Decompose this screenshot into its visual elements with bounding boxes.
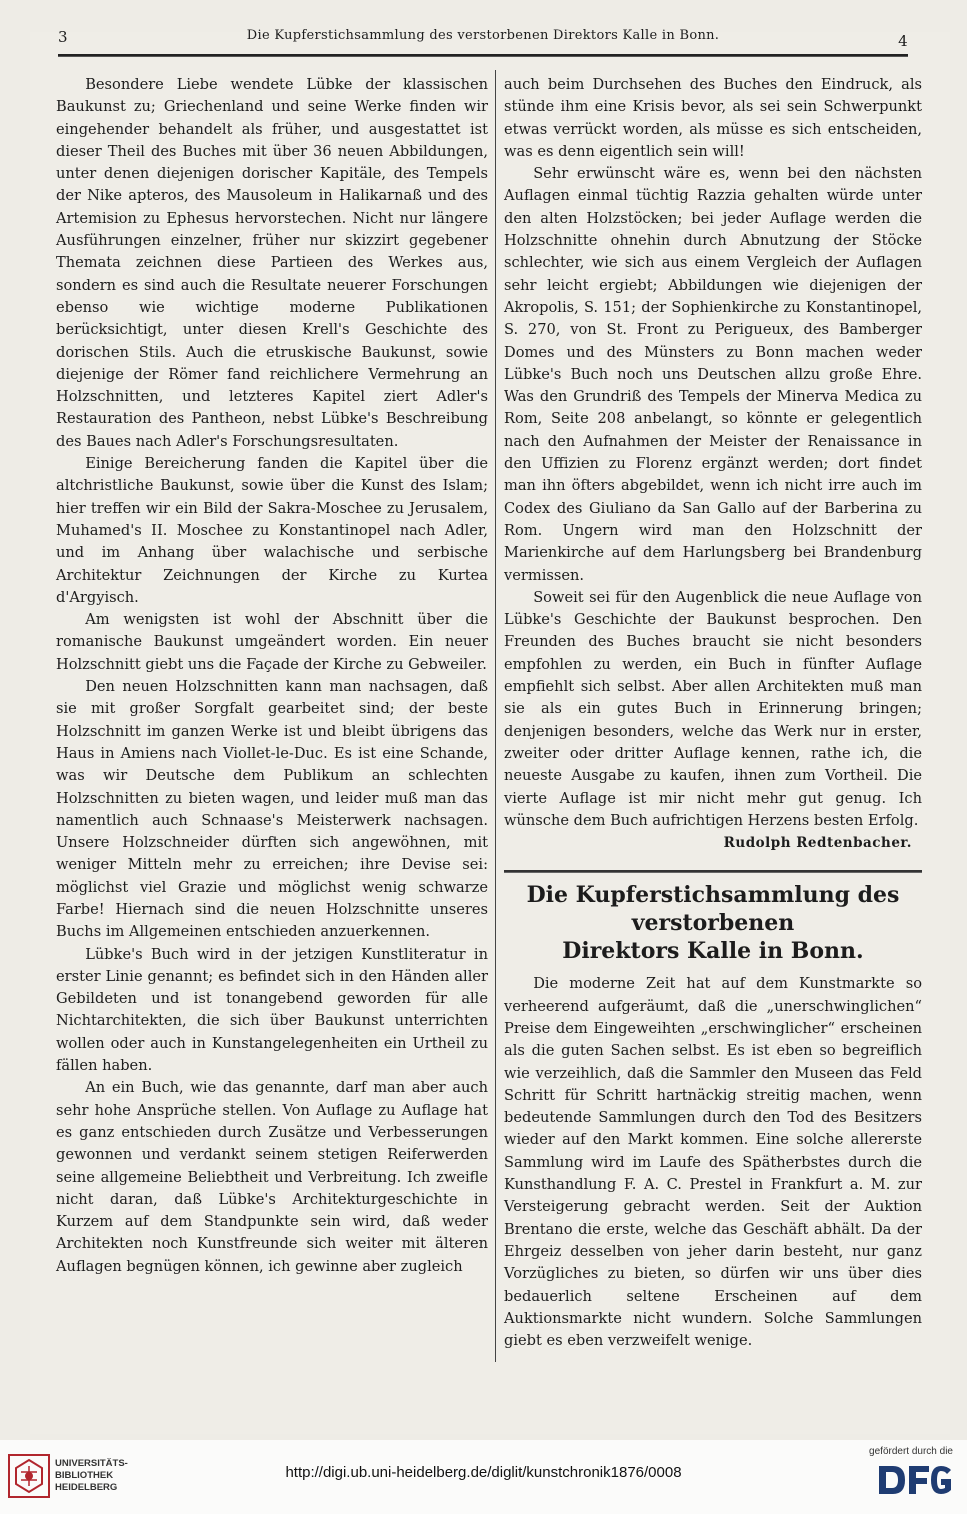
author-signature: Rudolph Redtenbacher.: [723, 835, 912, 852]
paragraph: Sehr erwünscht wäre es, wenn bei den nächsten Auflagen einmal tüchtig Razzia gehalten würde unter den alten Holzstöcken; bei jeder Auflage werden die Holzschnitte ohnehin durch Abnutzung der Stöcke schlechter, wie sich aus einem Vergleich der Auflagen sehr leicht ergiebt; Abbildungen wie diejenigen der Akropolis, S. 151; der Sophienkirche zu Konstantinopel, S. 270, von St. Front zu Perigueux, des Bamberger Domes und des Münsters zu Bonn machen weder Lübke's Buch noch uns Deutschen allzu große Ehre. Was den Grundriß des Tempels der Minerva Medica zu Rom, Seite 208 anbelangt, so könnte er gelegentlich nach den Aufnahmen der Meister der Renaissance in den Uffizien zu Florenz ergänzt werden; dort findet man ihn öfters abgebildet, wenn ich nicht irre auch im Codex des Giuliano da San Gallo auf der Barberina zu Rom. Ungern wird man den Holzschnitt der Marienkirche auf dem Harlungsberg bei Brandenburg vermissen.: [504, 165, 922, 584]
article-title: [504, 881, 922, 965]
paragraph: Einige Bereicherung fanden die Kapitel über die altchristliche Baukunst, sowie über die Kunst des Islam; hier treffen wir ein Bild der Sakra-Moschee zu Jerusalem, Muhamed's II. Moschee zu Konstantinopel nach Adler, und im Anhang über walachische und serbische Architektur Zeichnungen der Kirche zu Kurtea d'Argyisch.: [56, 455, 488, 606]
library-name-line: UNIVERSITÄTS-: [55, 1458, 128, 1469]
article-title-line: Die Kupferstichsammlung des verstorbenen: [526, 882, 900, 937]
section-rule: [504, 870, 922, 873]
paragraph: Den neuen Holzschnitten kann man nachsagen, daß sie mit großer Sorgfalt gearbeitet sind; der beste Holzschnitt im ganzen Werke ist und bleibt übrigens das Haus in Amiens nach Viollet-le-Duc. Es ist eine Schande, was wir Deutsche dem Publikum an schlechten Holzschnitten zu bieten wagen, und leider muß man das namentlich auch Schnaase's Meisterwerk nachsagen. Unsere Holzschneider dürften sich angewöhnen, mit weniger Mitteln mehr zu erreichen; ihre Devise sei: möglichst viel Grazie und möglichst wenig schwarze Farbe! Hiernach sind die neuen Holzschnitte unseres Buchs im Allgemeinen entschieden anzuerkennen.: [56, 678, 488, 941]
column-divider: [495, 70, 496, 1362]
library-name-line: BIBLIOTHEK: [55, 1470, 114, 1481]
left-column: [56, 74, 488, 1278]
source-url-link[interactable]: http://digi.ub.uni-heidelberg.de/diglit/kunstchronik1876/0008: [285, 1464, 682, 1481]
paragraph: Lübke's Buch wird in der jetzigen Kunstliteratur in erster Linie genannt; es befindet sich in den Händen aller Gebildeten und ist tonangebend geworden für alle Nichtarchitekten, die sich über Baukunst unterrichten wollen oder auch in Kunstangelegenheiten ein Urtheil zu fällen haben.: [56, 945, 488, 1075]
paragraph: Soweit sei für den Augenblick die neue Auflage von Lübke's Geschichte der Baukunst besprochen. Den Freunden des Buches braucht sie nicht besonders empfohlen zu werden, ein Buch in fünfter Auflage empfiehlt sich selbst. Aber allen Architekten muß man sie als ein gutes Buch in Erinnerung bringen; denjenigen besonders, welche das Werk nur in erster, zweiter oder dritter Auflage kennen, rathe ich, die neueste Ausgabe zu kaufen, ihnen zum Vortheil. Die vierte Auflage ist mir nicht mehr gut genug. Ich wünsche dem Buch aufrichtigen Herzens besten Erfolg.: [504, 588, 922, 829]
paragraph: Die moderne Zeit hat auf dem Kunstmarkte so verheerend aufgeräumt, daß die „unerschwinglichen“ Preise dem Eingeweihten „erschwinglicher“ erscheinen als die guten Sachen selbst. Es ist eben so begreiflich wie verzeihlich, daß die Sammler den Museen das Feld Schritt für Schritt hartnäckig streitig machen, wenn bedeutende Sammlungen durch den Tod des Besitzers wieder auf den Markt kommen. Eine solche allererste Sammlung wird im Laufe des Spätherbstes durch die Kunsthandlung F. A. C. Prestel in Frankfurt a. M. zur Versteigerung gebracht werden. Seit der Auktion Brentano die erste, welche das Geschäft abhält. Da der Ehrgeiz desselben von jeher darin besteht, nur ganz Vorzügliches zu bieten, so dürfen wir uns über dies bedauerlich seltene Erscheinen auf dem Auktionsmarkte nicht wundern. Solche Sammlungen giebt es eben verzweifelt wenige.: [504, 975, 922, 1350]
article-title-line: Direktors Kalle in Bonn.: [562, 938, 864, 965]
paragraph: Am wenigsten ist wohl der Abschnitt über die romanische Baukunst umgeändert worden. Ein neuer Holzschnitt giebt uns die Façade der Kirche zu Gebweiler.: [56, 611, 488, 673]
running-head: [58, 24, 908, 54]
header-rule: [58, 54, 908, 57]
library-name-line: HEIDELBERG: [55, 1482, 118, 1493]
right-column: [504, 74, 922, 1352]
paragraph: auch beim Durchsehen des Buches den Eindruck, als stünde ihm eine Krisis bevor, als sei sein Schwerpunkt etwas verrückt worden, als müsse es sich entscheiden, was es denn eigentlich sein will!: [504, 76, 922, 160]
paragraph: An ein Buch, wie das genannte, darf man aber auch sehr hohe Ansprüche stellen. Von Auflage zu Auflage hat es ganz entschieden durch Zusätze und Verbesserungen gewonnen und verdankt seinem stetigen Reiferwerden seine allgemeine Beliebtheit und Verbreitung. Ich zweifle nicht daran, daß Lübke's Architekturgeschichte in Kurzem auf dem Standpunkte sein wird, daß weder Architekten noch Kunstfreunde sich weiter mit älteren Auflagen begnügen können, ich gewinne aber zugleich: [56, 1079, 488, 1275]
dfg-logo-icon: [875, 1460, 955, 1500]
footer-bar: [0, 1440, 967, 1514]
funding-note: gefördert durch die: [869, 1446, 953, 1457]
running-title: Die Kupferstichsammlung des verstorbenen Direktors Kalle in Bonn.: [246, 28, 720, 43]
page-number-right: 4: [898, 32, 908, 50]
page-number-left: 3: [58, 28, 68, 46]
paragraph: Besondere Liebe wendete Lübke der klassischen Baukunst zu; Griechenland und seine Werke finden wir eingehender behandelt als früher, und ausgestattet ist dieser Theil des Buches mit über 36 neuen Abbildungen, unter denen diejenigen dorischer Kapitäle, des Tempels der Nike apteros, des Mausoleum in Halikarnaß und des Artemision zu Ephesus hervorstechen. Nicht nur längere Ausführungen einzelner, früher nur skizzirt gegebener Themata zeichnen diese Partieen des Werkes aus, sondern es sind auch die Resultate neuerer Forschungen ebenso wie wichtige moderne Publikationen berücksichtigt, unter diesen Krell's Geschichte des dorischen Stils. Auch die etruskische Baukunst, sowie diejenige der Römer fand reichlichere Vermehrung an Holzschnitten, und letzteres Kapitel ziert Adler's Restauration des Pantheon, nebst Lübke's Beschreibung des Baues nach Adler's Forschungsresultaten.: [56, 76, 488, 450]
